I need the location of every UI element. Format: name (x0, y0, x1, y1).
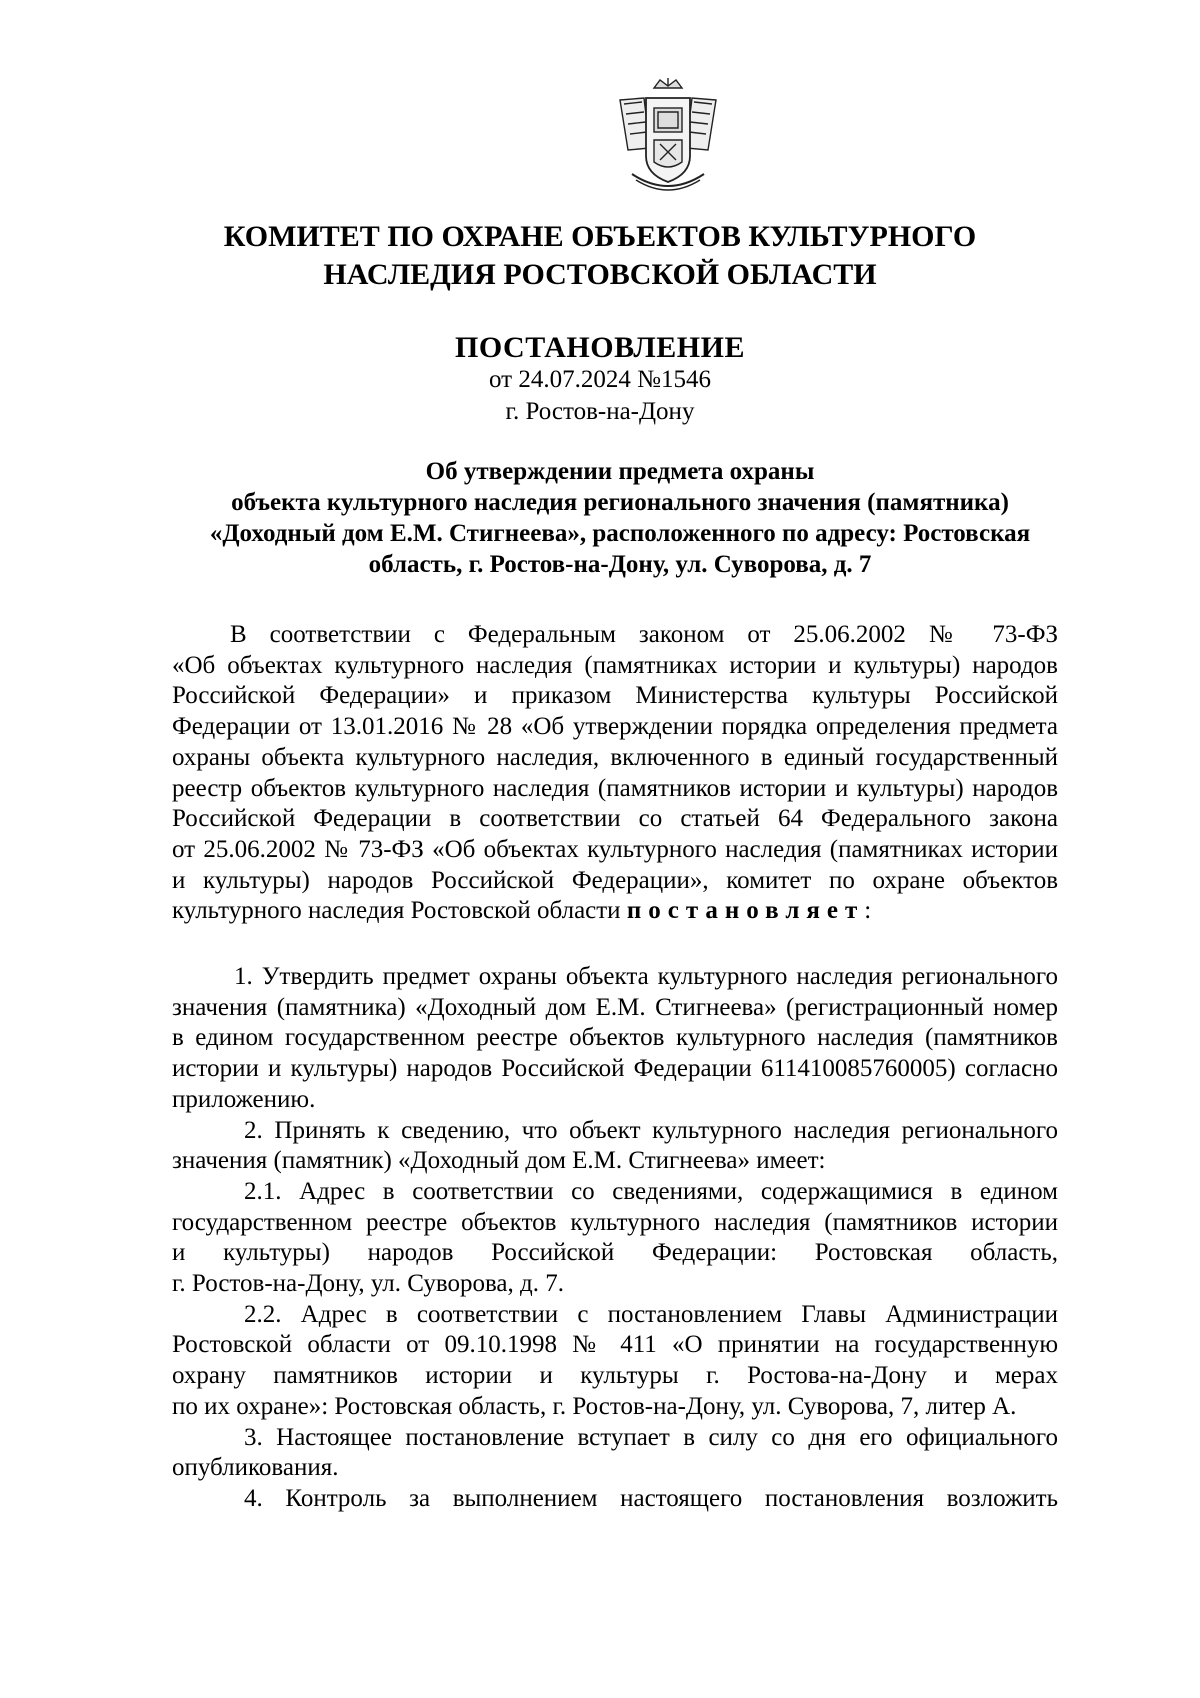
item-line: и культуры) народов Российской Федерации: Ростовская область, (172, 1239, 1058, 1267)
preamble-line: Российской Федерации в соответствии со статьей 64 Федерального закона (172, 805, 1058, 833)
item-line: значения (памятник) «Доходный дом Е.М. Стигнеева» имеет: (172, 1147, 826, 1175)
preamble-last-line (172, 896, 1058, 927)
title-line: объекта культурного наследия регионального значения (памятника) (231, 489, 1009, 516)
organization-name (160, 218, 1040, 294)
document-title (170, 456, 1070, 580)
coat-of-arms-icon (614, 78, 722, 196)
preamble-line: Федерации от 13.01.2016 № 28 «Об утверждении порядка определения предмета (172, 713, 1058, 741)
item-line: г. Ростов-на-Дону, ул. Суворова, д. 7. (172, 1270, 564, 1298)
item-4 (172, 1484, 1058, 1515)
item-line: охрану памятников истории и культуры г. Ростова-на-Дону и мерах (172, 1362, 1058, 1390)
decision-colon: : (864, 897, 872, 925)
title-line: область, г. Ростов-на-Дону, ул. Суворова, д. 7 (368, 551, 872, 578)
preamble-last-line-text: культурного наследия Ростовской области (172, 897, 627, 925)
item-line: 1. Утвердить предмет охраны объекта культурного наследия регионального (234, 963, 1058, 990)
item-line: истории и культуры) народов Российской Федерации 611410085760005) согласно (172, 1055, 1058, 1083)
document-city: г. Ростов-на-Дону (505, 398, 695, 425)
item-line: опубликования. (172, 1454, 339, 1482)
preamble-line: Российской Федерации» и приказом Министерства культуры Российской (172, 682, 1058, 710)
item-2 (172, 1116, 1058, 1177)
item-line: в едином государственном реестре объектов культурного наследия (памятников (172, 1024, 1058, 1052)
item-line: приложению. (172, 1085, 316, 1113)
organization-line-1: КОМИТЕТ ПО ОХРАНЕ ОБЪЕКТОВ КУЛЬТУРНОГО (223, 220, 977, 253)
preamble-paragraph (172, 620, 1058, 927)
preamble-line: от 25.06.2002 № 73-ФЗ «Об объектах культурного наследия (памятниках истории (172, 835, 1058, 863)
decision-items (172, 962, 1058, 1515)
item-2-1 (172, 1177, 1058, 1300)
item-line: по их охране»: Ростовская область, г. Ростов-на-Дону, ул. Суворова, 7, литер А. (172, 1392, 1017, 1420)
item-3 (172, 1423, 1058, 1484)
document-type: ПОСТАНОВЛЕНИЕ (455, 331, 745, 364)
item-line: 4. Контроль за выполнением настоящего постановления возложить (244, 1484, 1058, 1512)
item-line: Ростовской области от 09.10.1998 № 411 «О принятии на государственную (172, 1331, 1058, 1359)
item-line: государственном реестре объектов культурного наследия (памятников истории (172, 1208, 1058, 1236)
decision-word: постановляет (626, 897, 865, 925)
item-line: 2. Принять к сведению, что объект культурного наследия регионального (244, 1116, 1058, 1144)
preamble-line: охраны объекта культурного наследия, включенного в единый государственный (172, 743, 1058, 771)
preamble-line: «Об объектах культурного наследия (памятниках истории и культуры) народов (172, 651, 1058, 679)
title-line: «Доходный дом Е.М. Стигнеева», расположенного по адресу: Ростовская (209, 520, 1031, 547)
preamble-line: и культуры) народов Российской Федерации», комитет по охране объектов (172, 866, 1058, 894)
item-2-2 (172, 1300, 1058, 1423)
item-line: 3. Настоящее постановление вступает в силу со дня его официального (244, 1423, 1058, 1451)
item-1 (172, 962, 1058, 1116)
document-date-number: от 24.07.2024 №1546 (489, 366, 711, 393)
preamble-line: реестр объектов культурного наследия (памятников истории и культуры) народов (172, 774, 1058, 802)
preamble-line: В соответствии с Федеральным законом от 25.06.2002 № 73-ФЗ (230, 621, 1058, 648)
item-line: 2.1. Адрес в соответствии со сведениями, содержащимися в едином (244, 1177, 1058, 1205)
item-line: значения (памятника) «Доходный дом Е.М. Стигнеева» (регистрационный номер (172, 993, 1058, 1021)
title-line: Об утверждении предмета охраны (425, 458, 815, 485)
organization-line-2: НАСЛЕДИЯ РОСТОВСКОЙ ОБЛАСТИ (323, 258, 877, 291)
item-line: 2.2. Адрес в соответствии с постановлением Главы Администрации (244, 1300, 1058, 1328)
